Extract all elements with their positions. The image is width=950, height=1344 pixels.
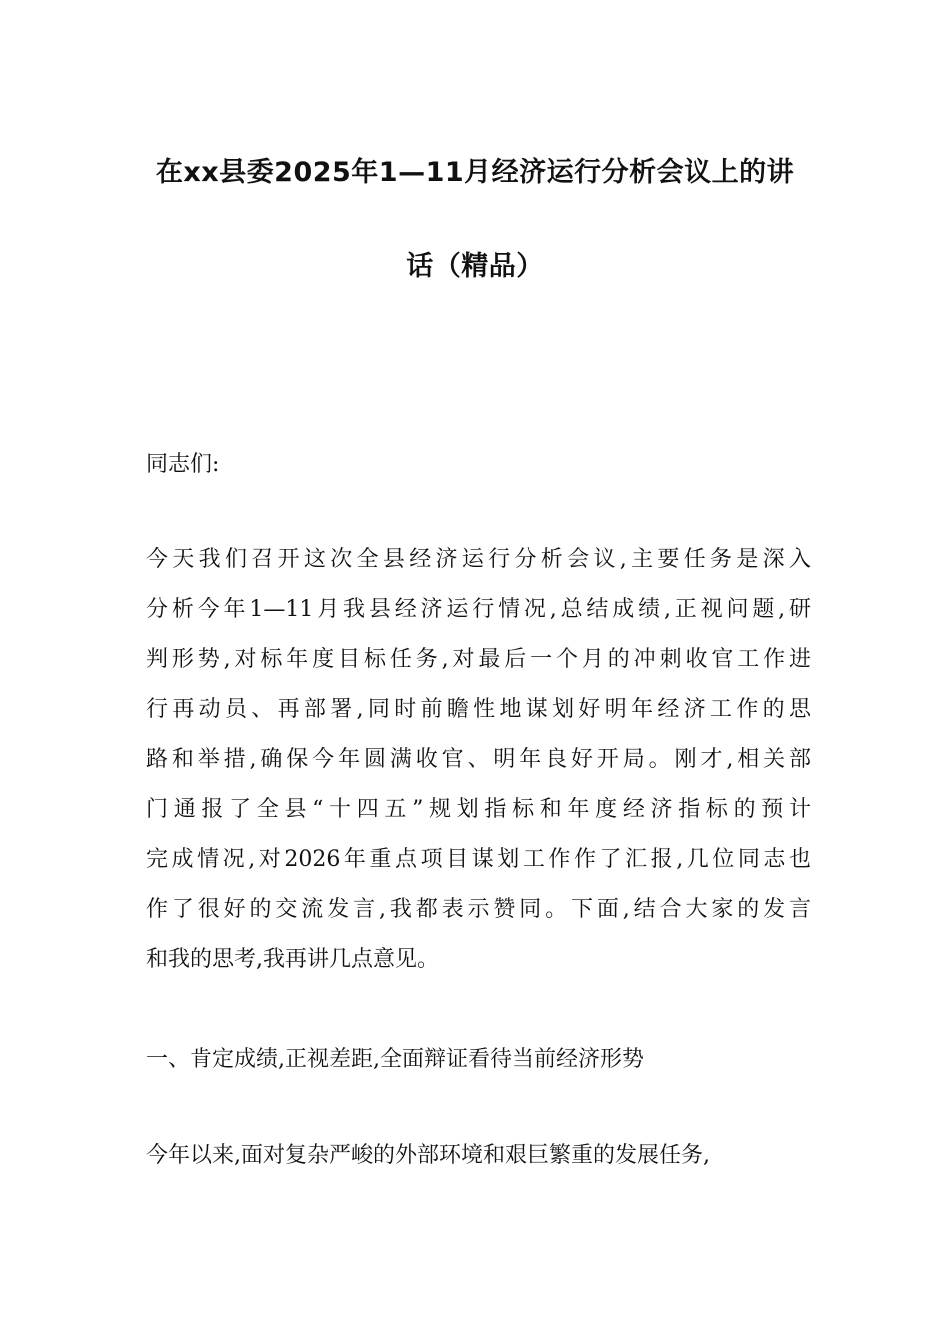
paragraph-line: 今天我们召开这次全县经济运行分析会议,主要任务是深入 <box>146 547 811 572</box>
paragraph-line: 门通报了全县“十四五”规划指标和年度经济指标的预计 <box>146 797 811 822</box>
paragraph-line: 和我的思考,我再讲几点意见。 <box>146 947 439 972</box>
paragraph-line: 行再动员、再部署,同时前瞻性地谋划好明年经济工作的思 <box>146 697 811 722</box>
paragraph-line: 作了很好的交流发言,我都表示赞同。下面,结合大家的发言 <box>146 897 811 922</box>
paragraph-line: 路和举措,确保今年圆满收官、明年良好开局。刚才,相关部 <box>146 747 811 772</box>
section-1-paragraph <box>146 1131 811 1181</box>
paragraph-line: 完成情况,对2026年重点项目谋划工作作了汇报,几位同志也 <box>146 847 811 872</box>
section-1-heading: 一、肯定成绩,正视差距,全面辩证看待当前经济形势 <box>146 1047 644 1072</box>
paragraph-line: 今年以来,面对复杂严峻的外部环境和艰巨繁重的发展任务, <box>146 1143 710 1168</box>
intro-paragraph <box>146 535 811 985</box>
salutation: 同志们: <box>146 452 220 477</box>
paragraph-line: 判形势,对标年度目标任务,对最后一个月的冲刺收官工作进 <box>146 647 811 672</box>
document-title-line-1: 在xx县委2025年1—11月经济运行分析会议上的讲 <box>155 157 795 188</box>
paragraph-line: 分析今年1—11月我县经济运行情况,总结成绩,正视问题,研 <box>146 597 811 622</box>
document-title-line-2: 话（精品） <box>406 251 544 282</box>
